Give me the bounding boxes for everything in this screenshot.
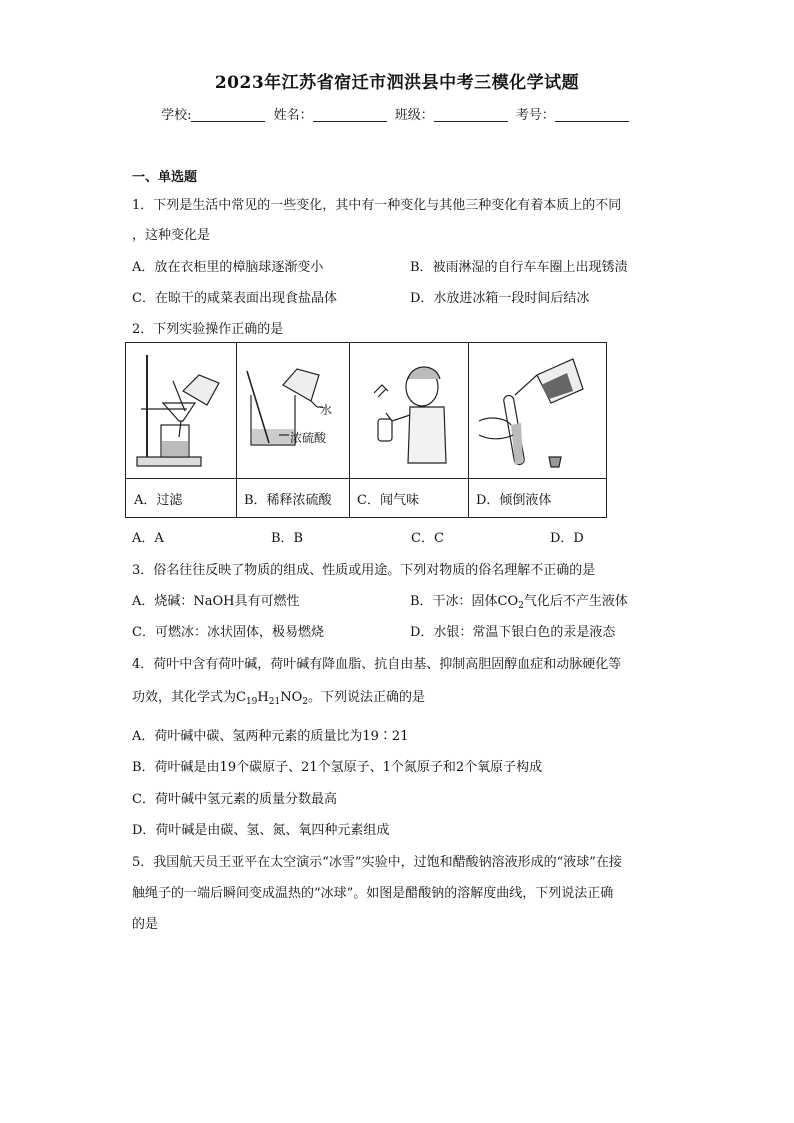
q2-option-d: D．D <box>550 531 584 546</box>
q2-option-c: C．C <box>411 531 444 546</box>
q1-stem-line1: 1．下列是生活中常见的一些变化，其中有一种变化与其他三种变化有着本质上的不同 <box>132 198 622 213</box>
name-label: 姓名： <box>273 108 313 123</box>
q2-option-b: B．B <box>271 531 304 546</box>
smelling-illustration <box>352 345 468 475</box>
filtration-illustration <box>127 345 235 475</box>
q4-option-d: D．荷叶碱是由碳、氢、氮、氧四种元素组成 <box>132 823 390 838</box>
school-label: 学校: <box>161 108 192 123</box>
pouring-illustration <box>471 345 607 475</box>
school-blank[interactable] <box>191 107 265 122</box>
q5-stem-line3: 的是 <box>132 917 159 932</box>
q4-option-a: A．荷叶碱中碳、氢两种元素的质量比为19∶21 <box>132 729 409 744</box>
q4-stem-line2: 功效，其化学式为$C_{19}H_{21}NO_2$。下列说法正确的是 <box>132 690 425 707</box>
q3-option-b: B．干冰：固体$CO_2$气化后不产生液体 <box>410 594 628 611</box>
q5-stem-line1: 5．我国航天员王亚平在太空演示“冰雪”实验中，过饱和醋酸钠溶液形成的“液球”在接 <box>132 855 622 870</box>
page-title: 2023年江苏省宿迁市泗洪县中考三模化学试题 <box>214 73 580 93</box>
q3-option-c: C．可燃冰：冰状固体，极易燃烧 <box>132 625 324 640</box>
exam-no-label: 考号： <box>515 108 555 123</box>
label-conc-sulfuric-acid: 浓硫酸 <box>290 431 327 445</box>
class-label: 班级： <box>394 108 434 123</box>
q4-option-b: B．荷叶碱是由19个碳原子、21个氢原子、1个氮原子和2个氧原子构成 <box>132 760 543 775</box>
caption-c: C．闻气味 <box>357 493 419 508</box>
q5-stem-line2: 触绳子的一端后瞬间变成温热的“冰球”。如图是醋酸钠的溶解度曲线，下列说法正确 <box>132 886 614 901</box>
q4-stem-line1: 4．荷叶中含有荷叶碱，荷叶碱有降血脂、抗自由基、抑制高胆固醇血症和动脉硬化等 <box>132 657 622 672</box>
q1-option-c: C．在晾干的咸菜表面出现食盐晶体 <box>132 291 337 306</box>
label-water: 水 <box>320 403 333 417</box>
q2-stem: 2．下列实验操作正确的是 <box>132 322 284 337</box>
caption-a: A．过滤 <box>134 493 183 508</box>
name-blank[interactable] <box>313 107 387 122</box>
caption-b: B．稀释浓硫酸 <box>244 493 332 508</box>
q1-option-b: B．被雨淋湿的自行车车圈上出现锈渍 <box>410 260 628 275</box>
q2-figure-table <box>125 342 607 518</box>
q4-option-c: C．荷叶碱中氢元素的质量分数最高 <box>132 792 337 807</box>
q1-option-d: D．水放进冰箱一段时间后结冰 <box>410 291 590 306</box>
q3-option-d: D．水银：常温下银白色的汞是液态 <box>410 625 616 640</box>
exam-no-blank[interactable] <box>555 107 629 122</box>
q1-option-a: A．放在衣柜里的樟脑球逐渐变小 <box>132 260 324 275</box>
q2-option-a: A．A <box>132 531 164 546</box>
class-blank[interactable] <box>434 107 508 122</box>
q3-stem: 3．俗名往往反映了物质的组成、性质或用途。下列对物质的俗名理解不正确的是 <box>132 563 596 578</box>
q1-stem-line2: ，这种变化是 <box>132 228 211 243</box>
student-info-line <box>0 104 794 123</box>
q3-option-a: A．烧碱：NaOH具有可燃性 <box>132 594 300 609</box>
section-heading: 一、单选题 <box>132 170 198 185</box>
caption-d: D．倾倒液体 <box>476 493 552 508</box>
